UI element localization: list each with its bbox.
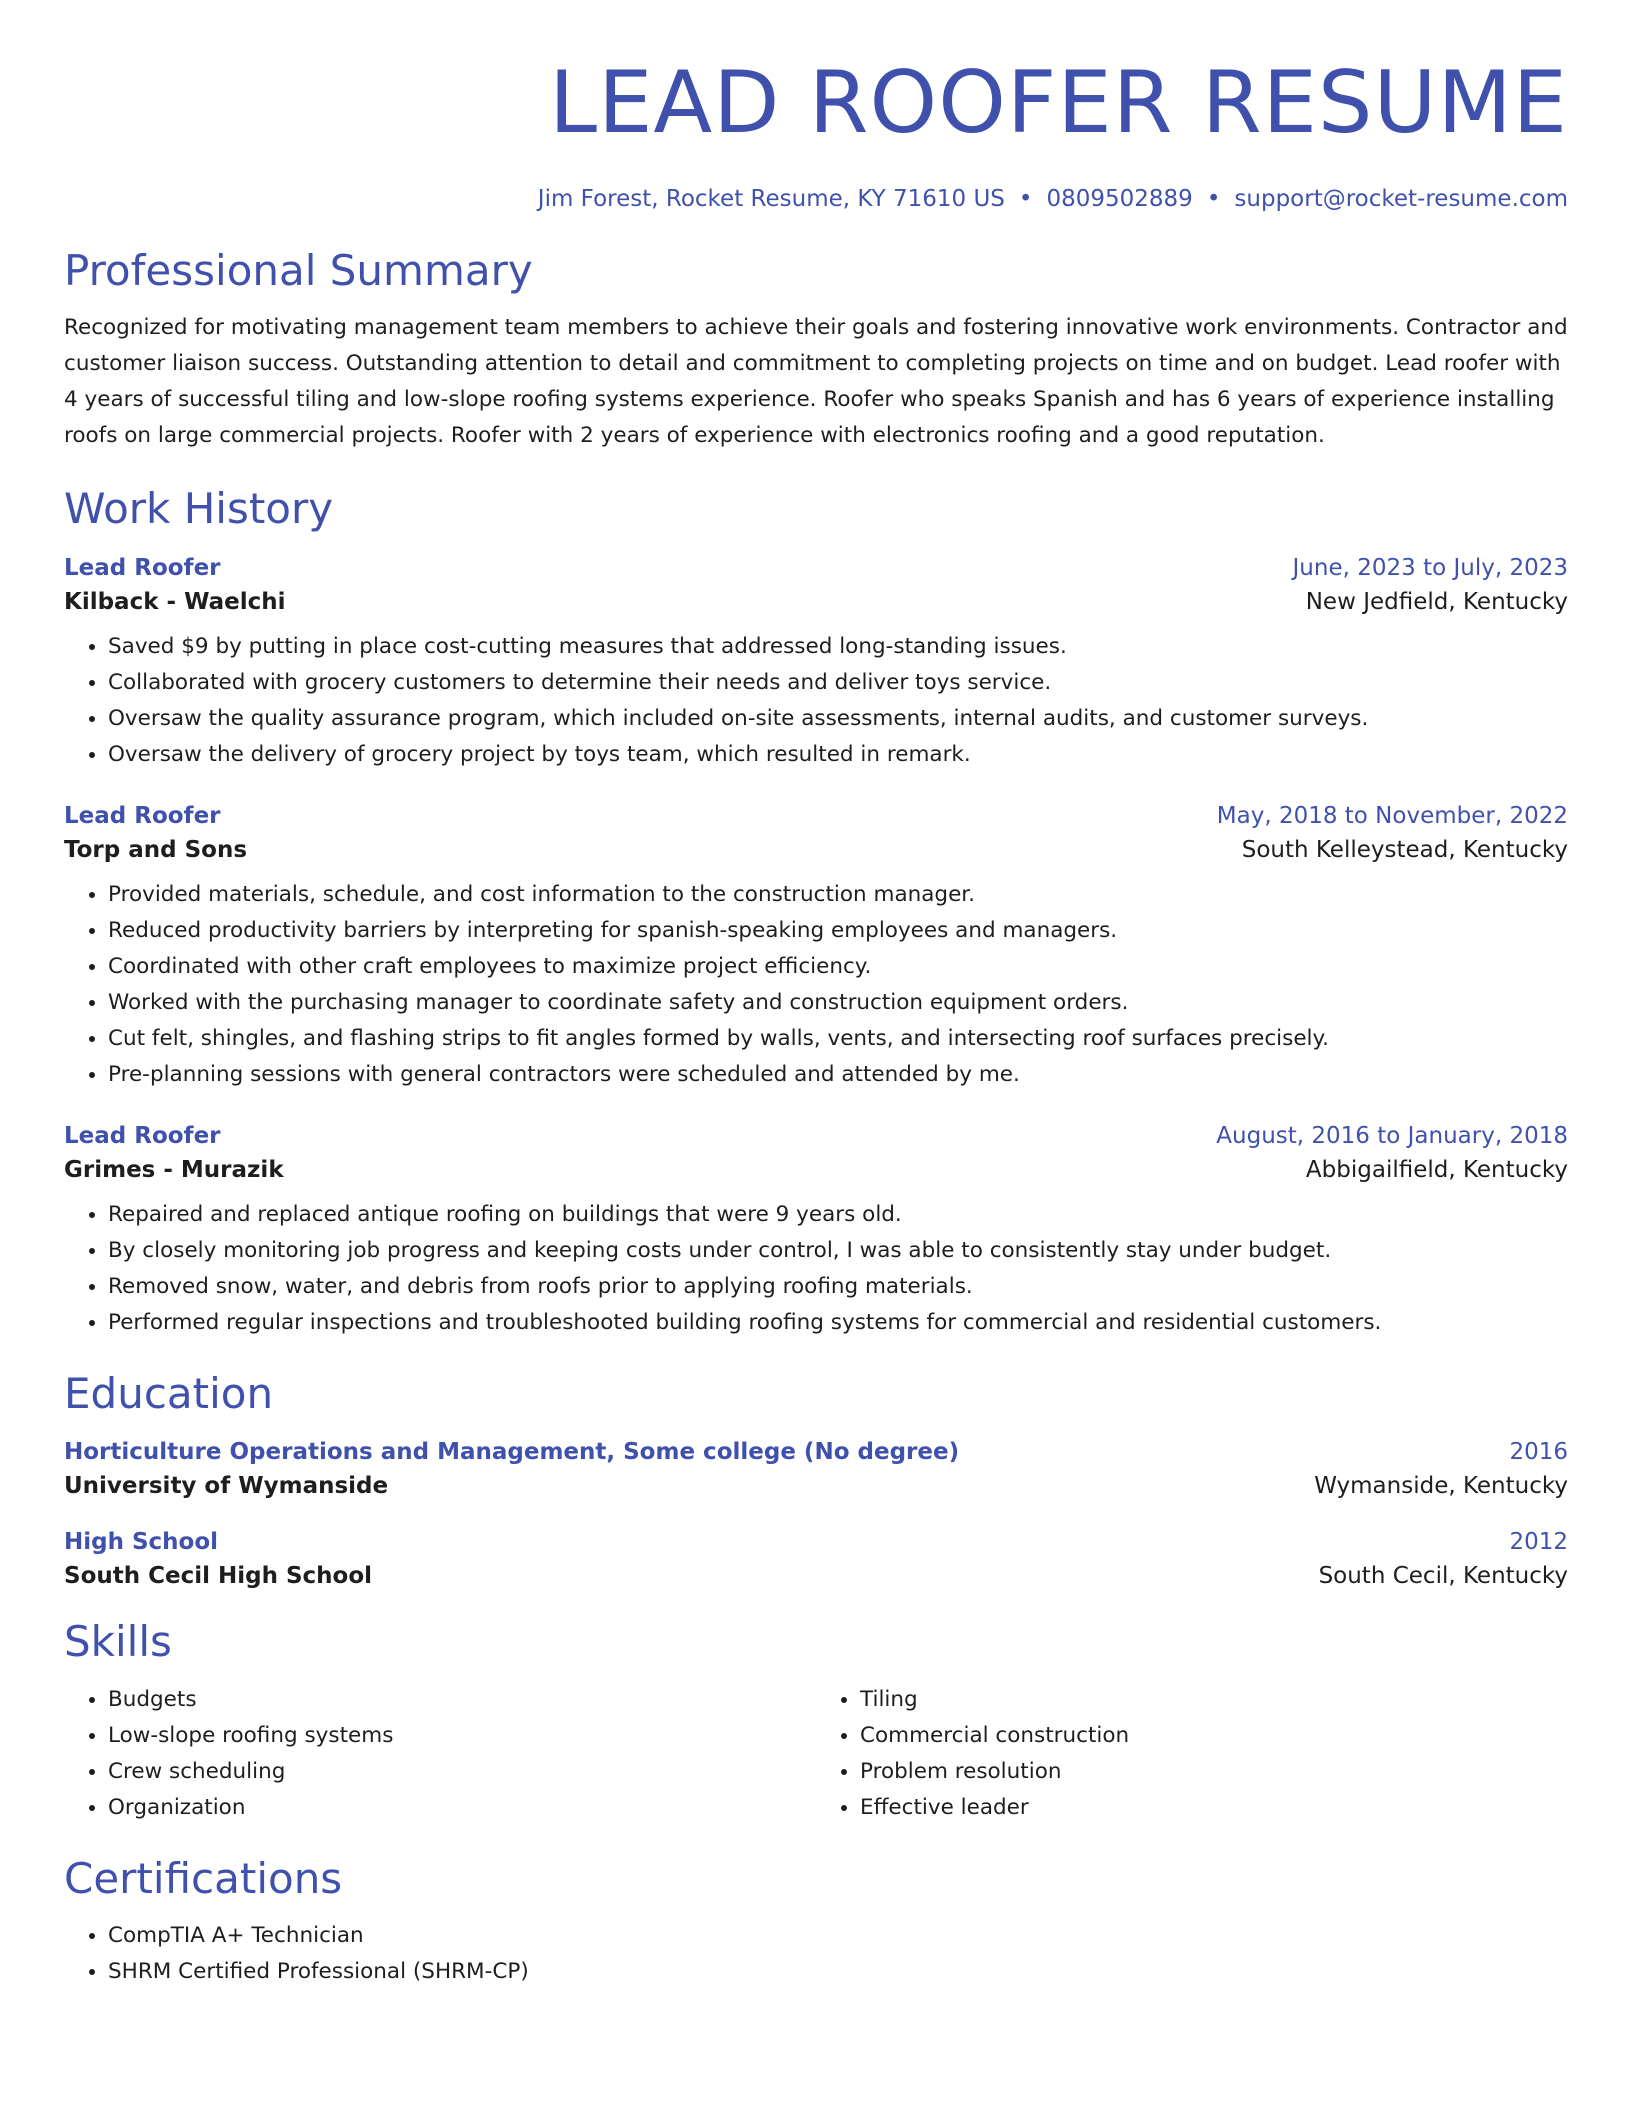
school-name: University of Wymanside — [64, 1473, 389, 1500]
job-bullets — [64, 629, 1568, 773]
certification-item: • SHRM Certified Professional (SHRM-CP) — [108, 1954, 1568, 1990]
skill-item: • Problem resolution — [860, 1754, 1568, 1790]
contact-separator: • — [1206, 186, 1221, 212]
job-bullets — [64, 1197, 1568, 1341]
job-bullet: • Reduced productivity barriers by interpreting for spanish-speaking employees and managers. — [108, 913, 1568, 949]
skill-item: • Budgets — [108, 1682, 816, 1718]
job-company-row — [64, 837, 1568, 863]
job-entry — [64, 555, 1568, 773]
job-title-row — [64, 1123, 1568, 1149]
skill-item: • Organization — [108, 1790, 816, 1826]
job-entry — [64, 803, 1568, 1093]
contact-address: Jim Forest, Rocket Resume, KY 71610 US — [537, 186, 1005, 212]
job-title-row — [64, 555, 1568, 581]
contact-line — [64, 186, 1568, 212]
job-bullet: • Provided materials, schedule, and cost information to the construction manager. — [108, 877, 1568, 913]
job-title: Lead Roofer — [64, 1122, 221, 1149]
resume-title: LEAD ROOFER RESUME — [549, 53, 1568, 153]
skills-column-left — [64, 1682, 816, 1826]
education-heading: Education — [64, 1368, 274, 1418]
job-title: Lead Roofer — [64, 554, 221, 581]
job-title: Lead Roofer — [64, 802, 221, 829]
school-row — [64, 1473, 1568, 1499]
job-company: Grimes - Murazik — [64, 1156, 284, 1183]
job-dates: June, 2023 to July, 2023 — [1292, 554, 1568, 581]
contact-email[interactable]: support@rocket-resume.com — [1234, 186, 1568, 212]
education-entry — [64, 1529, 1568, 1589]
degree-row — [64, 1529, 1568, 1555]
education-section — [64, 1369, 1568, 1589]
education-entry — [64, 1439, 1568, 1499]
school-row — [64, 1563, 1568, 1589]
certification-item: • CompTIA A+ Technician — [108, 1918, 1568, 1954]
job-bullet: • Pre-planning sessions with general contractors were scheduled and attended by me. — [108, 1057, 1568, 1093]
skill-item: • Crew scheduling — [108, 1754, 816, 1790]
summary-heading: Professional Summary — [64, 246, 533, 295]
job-bullet: • Coordinated with other craft employees to maximize project efficiency. — [108, 949, 1568, 985]
summary-section — [64, 246, 1568, 454]
degree-year: 2012 — [1509, 1529, 1568, 1556]
job-bullet: • Oversaw the delivery of grocery project by toys team, which resulted in remark. — [108, 737, 1568, 773]
job-bullet: • Cut felt, shingles, and flashing strips to fit angles formed by walls, vents, and intersecting roof surfaces precisely. — [108, 1021, 1568, 1057]
degree-name: Horticulture Operations and Management, Some college (No degree) — [64, 1439, 960, 1466]
contact-phone: 0809502889 — [1046, 186, 1193, 212]
job-company-row — [64, 589, 1568, 615]
job-dates: August, 2016 to January, 2018 — [1216, 1122, 1568, 1149]
school-location: South Cecil, Kentucky — [1318, 1563, 1568, 1590]
job-entry — [64, 1123, 1568, 1341]
job-location: Abbigailfield, Kentucky — [1305, 1156, 1568, 1183]
job-bullet: • Worked with the purchasing manager to coordinate safety and construction equipment orders. — [108, 985, 1568, 1021]
work-heading: Work History — [64, 484, 334, 534]
skills-grid — [64, 1682, 1568, 1826]
skill-item: • Tiling — [860, 1682, 1568, 1718]
degree-name: High School — [64, 1529, 219, 1556]
job-company: Torp and Sons — [64, 836, 248, 863]
job-bullet: • Collaborated with grocery customers to determine their needs and deliver toys service. — [108, 665, 1568, 701]
job-bullet: • Oversaw the quality assurance program, which included on-site assessments, internal audits, and customer surveys. — [108, 701, 1568, 737]
certifications-list — [64, 1918, 1568, 1990]
job-title-row — [64, 803, 1568, 829]
certifications-heading: Certifications — [64, 1853, 343, 1903]
skills-heading: Skills — [64, 1617, 172, 1667]
skills-column-right — [816, 1682, 1568, 1826]
job-bullet: • Removed snow, water, and debris from roofs prior to applying roofing materials. — [108, 1269, 1568, 1305]
work-section — [64, 484, 1568, 1340]
job-bullets — [64, 877, 1568, 1093]
job-location: South Kelleystead, Kentucky — [1241, 836, 1568, 863]
job-location: New Jedfield, Kentucky — [1305, 588, 1568, 615]
skill-item: • Low-slope roofing systems — [108, 1718, 816, 1754]
certifications-section — [64, 1854, 1568, 1990]
school-name: South Cecil High School — [64, 1563, 373, 1590]
contact-separator: • — [1018, 186, 1033, 212]
job-company-row — [64, 1157, 1568, 1183]
skill-item: • Effective leader — [860, 1790, 1568, 1826]
job-bullet: • By closely monitoring job progress and keeping costs under control, I was able to consistently stay under budget. — [108, 1233, 1568, 1269]
job-bullet: • Repaired and replaced antique roofing on buildings that were 9 years old. — [108, 1197, 1568, 1233]
school-location: Wymanside, Kentucky — [1314, 1473, 1568, 1500]
skill-item: • Commercial construction — [860, 1718, 1568, 1754]
job-company: Kilback - Waelchi — [64, 588, 286, 615]
skills-section — [64, 1617, 1568, 1825]
job-bullet: • Performed regular inspections and troubleshooted building roofing systems for commercial and residential customers. — [108, 1305, 1568, 1341]
degree-row — [64, 1439, 1568, 1465]
summary-text: Recognized for motivating management team members to achieve their goals and fostering innovative work environments. Contractor and customer liaison success. Outstanding attention to detail and commitment to completing projects on time and on budget. Lead roofer with 4 years of successful tiling and low-slope roofing systems experience. Roofer who speaks Spanish and has 6 years of experience installing roofs on large commercial projects. Roofer with 2 years of experience with electronics roofing and a good reputation. — [64, 315, 1568, 449]
job-bullet: • Saved $9 by putting in place cost-cutting measures that addressed long-standing issues. — [108, 629, 1568, 665]
degree-year: 2016 — [1509, 1439, 1568, 1466]
job-dates: May, 2018 to November, 2022 — [1216, 802, 1568, 829]
